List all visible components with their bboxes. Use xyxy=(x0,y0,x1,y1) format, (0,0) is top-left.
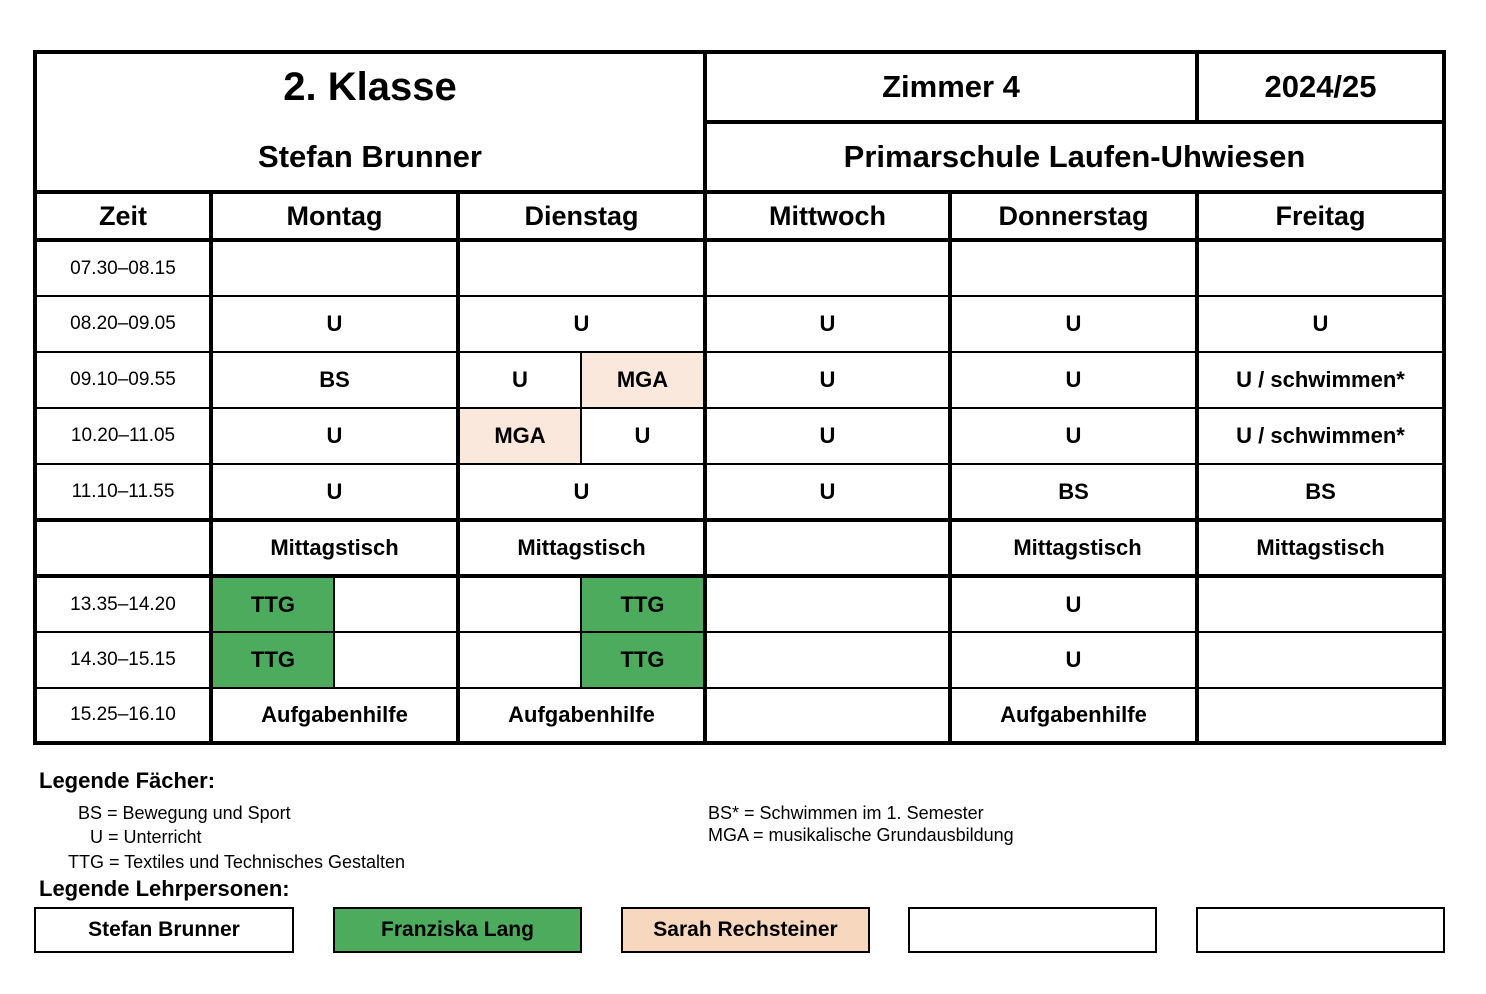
lesson-cell: U xyxy=(1065,647,1082,672)
col-header-mittwoch: Mittwoch xyxy=(769,200,886,231)
lesson-cell: U xyxy=(326,311,343,336)
teacher-swatch-empty xyxy=(1196,907,1445,953)
legend-item: BS* = Schwimmen im 1. Semester xyxy=(708,803,984,823)
lesson-cell-ttg: TTG xyxy=(620,647,665,672)
time-cell: 07.30–08.15 xyxy=(70,257,176,279)
legend-teachers-heading: Legende Lehrpersonen: xyxy=(39,876,290,901)
teacher-name: Stefan Brunner xyxy=(258,139,482,174)
lesson-cell: U xyxy=(326,423,343,448)
legend-item: U = Unterricht xyxy=(90,827,202,847)
hline xyxy=(33,238,1446,242)
time-cell: 13.35–14.20 xyxy=(70,593,176,615)
lunch-cell: Mittagstisch xyxy=(270,535,399,560)
lesson-cell: U / schwimmen* xyxy=(1236,367,1405,392)
legend-item: BS = Bewegung und Sport xyxy=(78,803,291,823)
lesson-cell: U xyxy=(819,367,836,392)
lesson-cell-mga: MGA xyxy=(494,423,546,448)
lesson-cell: U xyxy=(819,478,836,504)
homework-cell: Aufgabenhilfe xyxy=(261,702,408,727)
time-cell: 08.20–09.05 xyxy=(70,313,176,334)
lunch-cell: Mittagstisch xyxy=(1013,535,1142,560)
legend-item: MGA = musikalische Grundausbildung xyxy=(708,825,1014,845)
time-cell: 10.20–11.05 xyxy=(70,425,176,446)
lesson-cell: U / schwimmen* xyxy=(1236,423,1405,448)
lesson-cell: U xyxy=(819,423,836,448)
lesson-cell: BS xyxy=(1305,478,1336,504)
homework-cell: Aufgabenhilfe xyxy=(1000,702,1147,727)
teacher-swatch-lang: Franziska Lang xyxy=(333,907,582,953)
col-header-donnerstag: Donnerstag xyxy=(998,200,1149,231)
lesson-cell: BS xyxy=(1058,478,1089,504)
lesson-cell: U xyxy=(573,311,590,336)
lesson-cell: U xyxy=(573,478,590,504)
school-name: Primarschule Laufen-Uhwiesen xyxy=(843,139,1306,174)
lesson-cell: U xyxy=(1065,311,1082,336)
teacher-swatch-rechsteiner: Sarah Rechsteiner xyxy=(621,907,870,953)
time-cell: 09.10–09.55 xyxy=(70,369,176,390)
legend-subjects-heading: Legende Fächer: xyxy=(39,768,216,793)
lesson-cell: U xyxy=(326,478,343,504)
lesson-cell-ttg: TTG xyxy=(251,591,295,617)
lesson-cell: U xyxy=(1065,367,1082,392)
lesson-cell: U xyxy=(512,367,528,392)
room-label: Zimmer 4 xyxy=(882,69,1020,104)
lesson-cell: U xyxy=(1065,591,1082,617)
teacher-swatch-brunner: Stefan Brunner xyxy=(34,907,294,953)
lesson-cell: U xyxy=(634,423,651,448)
col-header-freitag: Freitag xyxy=(1275,200,1366,231)
vline xyxy=(333,576,335,687)
lesson-cell: U xyxy=(1312,311,1329,336)
lesson-cell: U xyxy=(819,311,836,336)
lesson-cell: BS xyxy=(319,367,350,392)
teacher-swatch-empty xyxy=(908,907,1157,953)
col-header-zeit: Zeit xyxy=(98,200,147,231)
lunch-cell: Mittagstisch xyxy=(1256,535,1385,560)
time-cell: 15.25–16.10 xyxy=(70,704,176,725)
col-header-dienstag: Dienstag xyxy=(524,200,639,231)
school-year: 2024/25 xyxy=(1264,69,1377,104)
lunch-cell: Mittagstisch xyxy=(517,535,646,560)
legend-item: TTG = Textiles und Technisches Gestalten xyxy=(68,852,406,872)
lesson-cell-ttg: TTG xyxy=(620,591,665,617)
homework-cell: Aufgabenhilfe xyxy=(508,702,655,727)
lesson-cell-ttg: TTG xyxy=(251,647,295,672)
lesson-cell: U xyxy=(1065,423,1082,448)
time-cell: 11.10–11.55 xyxy=(71,480,175,502)
col-header-montag: Montag xyxy=(286,200,383,231)
class-title: 2. Klasse xyxy=(283,64,457,109)
time-cell: 14.30–15.15 xyxy=(70,649,176,670)
lesson-cell-mga: MGA xyxy=(616,367,669,392)
